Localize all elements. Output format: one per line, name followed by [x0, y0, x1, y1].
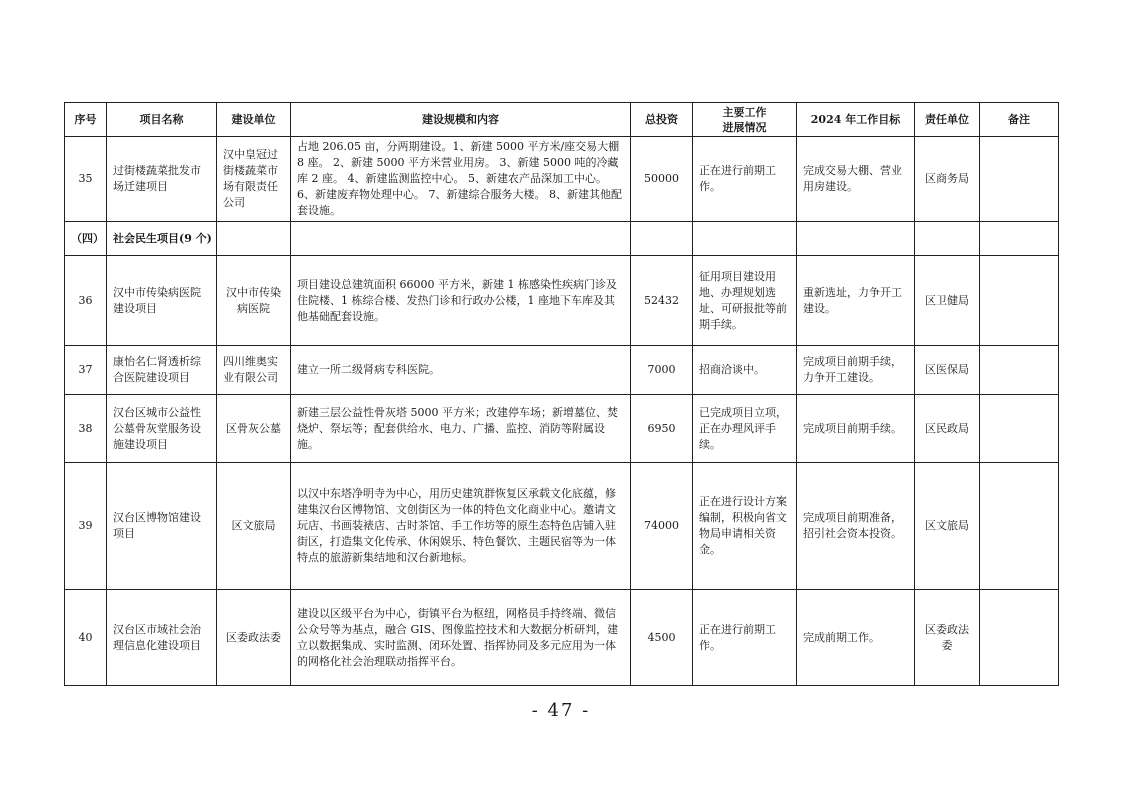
cell-builder: 汉中市传染病医院: [217, 256, 291, 346]
cell-investment: 50000: [631, 137, 693, 222]
cell-no: 36: [65, 256, 107, 346]
cell-progress: 招商洽谈中。: [693, 346, 797, 395]
cell-name: 汉台区市域社会治理信息化建设项目: [107, 590, 217, 686]
cell-goal: 完成项目前期准备，招引社会资本投资。: [797, 463, 915, 590]
header-builder: 建设单位: [217, 103, 291, 137]
cell-builder: 区委政法委: [217, 590, 291, 686]
cell-no: 37: [65, 346, 107, 395]
cell-goal: 完成交易大棚、营业用房建设。: [797, 137, 915, 222]
header-goal: 2024 年工作目标: [797, 103, 915, 137]
header-name: 项目名称: [107, 103, 217, 137]
cell-remark: [980, 256, 1059, 346]
page-number: - 47 -: [531, 700, 591, 721]
cell-investment: 7000: [631, 346, 693, 395]
cell-name: 汉台区博物馆建设项目: [107, 463, 217, 590]
cell-unit: 区文旅局: [915, 463, 980, 590]
cell-remark: [980, 463, 1059, 590]
cell-builder: 四川维奥实业有限公司: [217, 346, 291, 395]
cell-remark: [980, 395, 1059, 463]
cell-progress: 已完成项目立项，正在办理风评手续。: [693, 395, 797, 463]
table-row: [65, 137, 1059, 222]
cell-progress: 征用项目建设用地、办理规划选址、可研报批等前期手续。: [693, 256, 797, 346]
cell-content: 占地 206.05 亩，分两期建设。1、新建 5000 平方米/座交易大棚 8 座。 2、新建 5000 平方米营业用房。 3、新建 5000 吨的冷藏库 2 座。 4、新建监测监控中心。 5、新建农产品深加工中心。 6、新建废弃物处理中心。 7、新建综合服务大楼。 8、新建其他配套设施。: [291, 137, 631, 222]
cell-name: 汉中市传染病医院建设项目: [107, 256, 217, 346]
cell-builder: 区文旅局: [217, 463, 291, 590]
cell-content: 新建三层公益性骨灰塔 5000 平方米；改建停车场；新增墓位、焚烧炉、祭坛等；配套供给水、电力、广播、监控、消防等附属设施。: [291, 395, 631, 463]
project-table: [64, 102, 1059, 686]
cell-progress: 正在进行前期工作。: [693, 137, 797, 222]
cell-progress: 正在进行前期工作。: [693, 590, 797, 686]
section-title: 社会民生项目(9 个): [107, 222, 217, 256]
table-row: [65, 395, 1059, 463]
cell-remark: [980, 137, 1059, 222]
table-row: [65, 590, 1059, 686]
cell-name: 过街楼蔬菜批发市场迁建项目: [107, 137, 217, 222]
cell-no: 39: [65, 463, 107, 590]
cell-investment: 4500: [631, 590, 693, 686]
header-unit: 责任单位: [915, 103, 980, 137]
cell-name: 康怡名仁肾透析综合医院建设项目: [107, 346, 217, 395]
cell-investment: 74000: [631, 463, 693, 590]
cell-goal: 完成项目前期手续，力争开工建设。: [797, 346, 915, 395]
cell-unit: 区医保局: [915, 346, 980, 395]
cell-unit: 区委政法委: [915, 590, 980, 686]
cell-no: 40: [65, 590, 107, 686]
cell-unit: 区卫健局: [915, 256, 980, 346]
cell-goal: 重新选址，力争开工建设。: [797, 256, 915, 346]
cell-name: 汉台区城市公益性公墓骨灰堂服务设施建设项目: [107, 395, 217, 463]
cell-goal: 完成前期工作。: [797, 590, 915, 686]
header-investment: 总投资: [631, 103, 693, 137]
cell-builder: 区骨灰公墓: [217, 395, 291, 463]
cell-remark: [980, 590, 1059, 686]
header-progress: 主要工作 进展情况: [693, 103, 797, 137]
cell-goal: 完成项目前期手续。: [797, 395, 915, 463]
header-no: 序号: [65, 103, 107, 137]
header-remark: 备注: [980, 103, 1059, 137]
cell-content: 建立一所二级肾病专科医院。: [291, 346, 631, 395]
table-header-row: [65, 103, 1059, 137]
cell-remark: [980, 346, 1059, 395]
cell-content: 建设以区级平台为中心，街镇平台为枢纽，网格员手持终端、微信公众号等为基点，融合 GIS、图像监控技术和大数据分析研判，建立以数据集成、实时监测、闭环处置、指挥协同及多元应用为一体的网格化社会治理联动指挥平台。: [291, 590, 631, 686]
cell-investment: 52432: [631, 256, 693, 346]
cell-investment: 6950: [631, 395, 693, 463]
section-no: （四）: [65, 222, 107, 256]
table-row: [65, 256, 1059, 346]
table-row: [65, 346, 1059, 395]
table-row: [65, 463, 1059, 590]
cell-content: 项目建设总建筑面积 66000 平方米，新建 1 栋感染性疾病门诊及住院楼、1 栋综合楼、发热门诊和行政办公楼，1 座地下车库及其他基础配套设施。: [291, 256, 631, 346]
cell-content: 以汉中东塔净明寺为中心，用历史建筑群恢复区承载文化底蕴，修建集汉台区博物馆、文创街区为一体的特色文化商业中心。邀请文玩店、书画装裱店、古时茶馆、手工作坊等的原生态特色店铺入驻街区，打造集文化传承、休闲娱乐、特色餐饮、主题民宿等为一体特点的旅游新集结地和汉台新地标。: [291, 463, 631, 590]
cell-no: 38: [65, 395, 107, 463]
cell-progress: 正在进行设计方案编制，积极向省文物局申请相关资金。: [693, 463, 797, 590]
header-content: 建设规模和内容: [291, 103, 631, 137]
cell-builder: 汉中皇冠过街楼蔬菜市场有限责任公司: [217, 137, 291, 222]
cell-unit: 区民政局: [915, 395, 980, 463]
cell-unit: 区商务局: [915, 137, 980, 222]
section-row: [65, 222, 1059, 256]
cell-no: 35: [65, 137, 107, 222]
